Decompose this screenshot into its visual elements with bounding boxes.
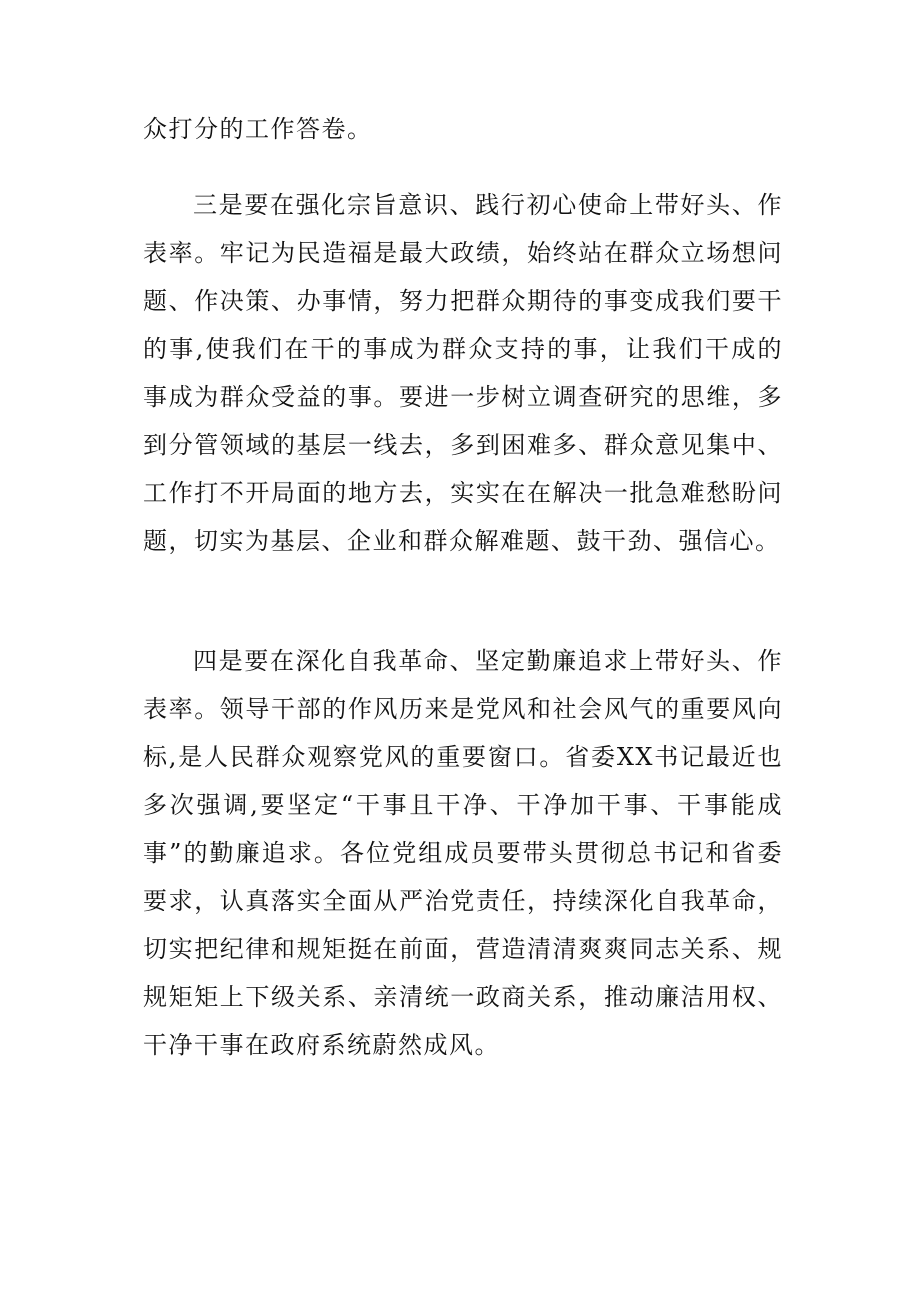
paragraph-four: [143, 637, 783, 1069]
paragraph-three: [143, 181, 783, 565]
paragraph-text: 三是要在强化宗旨意识、践行初心使命上带好头、作表率。牢记为民造福是最大政绩，始终站在群众立场想问题、作决策、办事情，努力把群众期待的事变成我们要干的事,使我们在干的事成为群众支持的事，让我们干成的事成为群众受益的事。要进一步树立调查研究的思维，多到分管领域的基层一线去，多到困难多、群众意见集中、工作打不开局面的地方去，实实在在解决一批急难愁盼问题，切实为基层、企业和群众解难题、鼓干劲、强信心。: [143, 191, 783, 555]
paragraph-continuation: [143, 105, 783, 153]
paragraph-text: 四是要在深化自我革命、坚定勤廉追求上带好头、作表率。领导干部的作风历来是党风和社会风气的重要风向标,是人民群众观察党风的重要窗口。省委XX书记最近也多次强调,要坚定“干事且干净、干净加干事、干事能成事”的勤廉追求。各位党组成员要带头贯彻总书记和省委要求，认真落实全面从严治党责任，持续深化自我革命，切实把纪律和规矩挺在前面，营造清清爽爽同志关系、规规矩矩上下级关系、亲清统一政商关系，推动廉洁用权、干净干事在政府系统蔚然成风。: [143, 647, 783, 1059]
paragraph-text: 众打分的工作答卷。: [143, 115, 373, 143]
